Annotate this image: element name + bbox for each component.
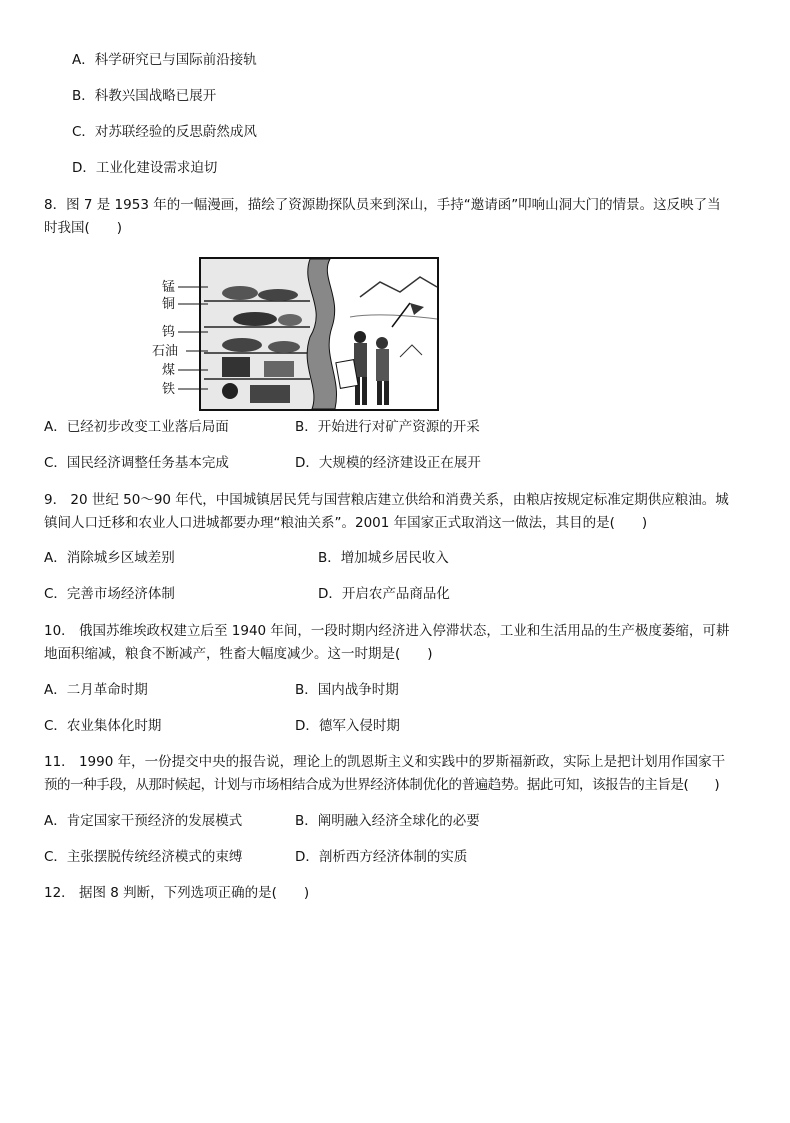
q9-option-c: C．完善市场经济体制 — [44, 586, 175, 602]
q10-option-d: D．德军入侵时期 — [295, 718, 400, 734]
q10-stem-line1: 10． 俄国苏维埃政权建立后至 1940 年间，一段时期内经济进入停滞状态，工业和生活用品的生产极度萎缩，可耕 — [44, 623, 730, 639]
q9-option-d: D．开启农产品商品化 — [318, 586, 450, 602]
q11-option-c: C．主张摆脱传统经济模式的束缚 — [44, 849, 243, 865]
figure-label-fe: 铁 — [162, 382, 176, 397]
q8-stem-line1: 8．图 7 是 1953 年的一幅漫画，描绘了资源勘探队员来到深山，手持“邀请函”叩响山洞大门的情景。这反映了当 — [44, 197, 721, 213]
q8-option-a: A．已经初步改变工业落后局面 — [44, 419, 229, 435]
q11-option-b: B．阐明融入经济全球化的必要 — [295, 813, 480, 829]
q10-option-c: C．农业集体化时期 — [44, 718, 162, 734]
q11-option-d: D．剖析西方经济体制的实质 — [295, 849, 468, 865]
q7-option-d: D．工业化建设需求迫切 — [72, 160, 218, 176]
q8-cartoon-figure — [152, 257, 440, 412]
q10-option-a: A．二月革命时期 — [44, 682, 148, 698]
q8-option-d: D．大规模的经济建设正在展开 — [295, 455, 481, 471]
q7-option-a: A．科学研究已与国际前沿接轨 — [72, 52, 257, 68]
q8-option-c: C．国民经济调整任务基本完成 — [44, 455, 229, 471]
q8-option-b: B．开始进行对矿产资源的开采 — [295, 419, 480, 435]
q7-option-b: B．科教兴国战略已展开 — [72, 88, 217, 104]
q9-stem-line2: 镇间人口迁移和农业人口进城都要办理“粮油关系”。2001 年国家正式取消这一做法，其目的是( ) — [44, 515, 648, 531]
q12-stem-line1: 12． 据图 8 判断，下列选项正确的是( ) — [44, 885, 310, 901]
figure-label-w: 钨 — [162, 325, 176, 340]
figure-label-mn: 锰 — [162, 280, 176, 295]
q7-option-c: C．对苏联经验的反思蔚然成风 — [72, 124, 257, 140]
q9-option-b: B．增加城乡居民收入 — [318, 550, 449, 566]
figure-label-coal: 煤 — [162, 363, 176, 378]
q9-option-a: A．消除城乡区域差别 — [44, 550, 175, 566]
q11-stem-line2: 预的一种手段，从那时候起，计划与市场相结合成为世界经济体制优化的普遍趋势。据此可知，该报告的主旨是( ) — [44, 777, 720, 793]
q8-stem-line2: 时我国( ) — [44, 220, 123, 236]
figure-label-cu: 铜 — [162, 297, 176, 312]
q9-stem-line1: 9． 20 世纪 50～90 年代，中国城镇居民凭与国营粮店建立供给和消费关系，由粮店按规定标准定期供应粮油。城 — [44, 492, 729, 508]
q10-option-b: B．国内战争时期 — [295, 682, 399, 698]
q10-stem-line2: 地面积缩减，粮食不断减产，牲畜大幅度减少。这一时期是( ) — [44, 646, 433, 662]
q11-stem-line1: 11． 1990 年，一份提交中央的报告说，理论上的凯恩斯主义和实践中的罗斯福新政，实际上是把计划用作国家干 — [44, 754, 726, 770]
figure-label-oil: 石油 — [152, 344, 179, 359]
q11-option-a: A．肯定国家干预经济的发展模式 — [44, 813, 243, 829]
